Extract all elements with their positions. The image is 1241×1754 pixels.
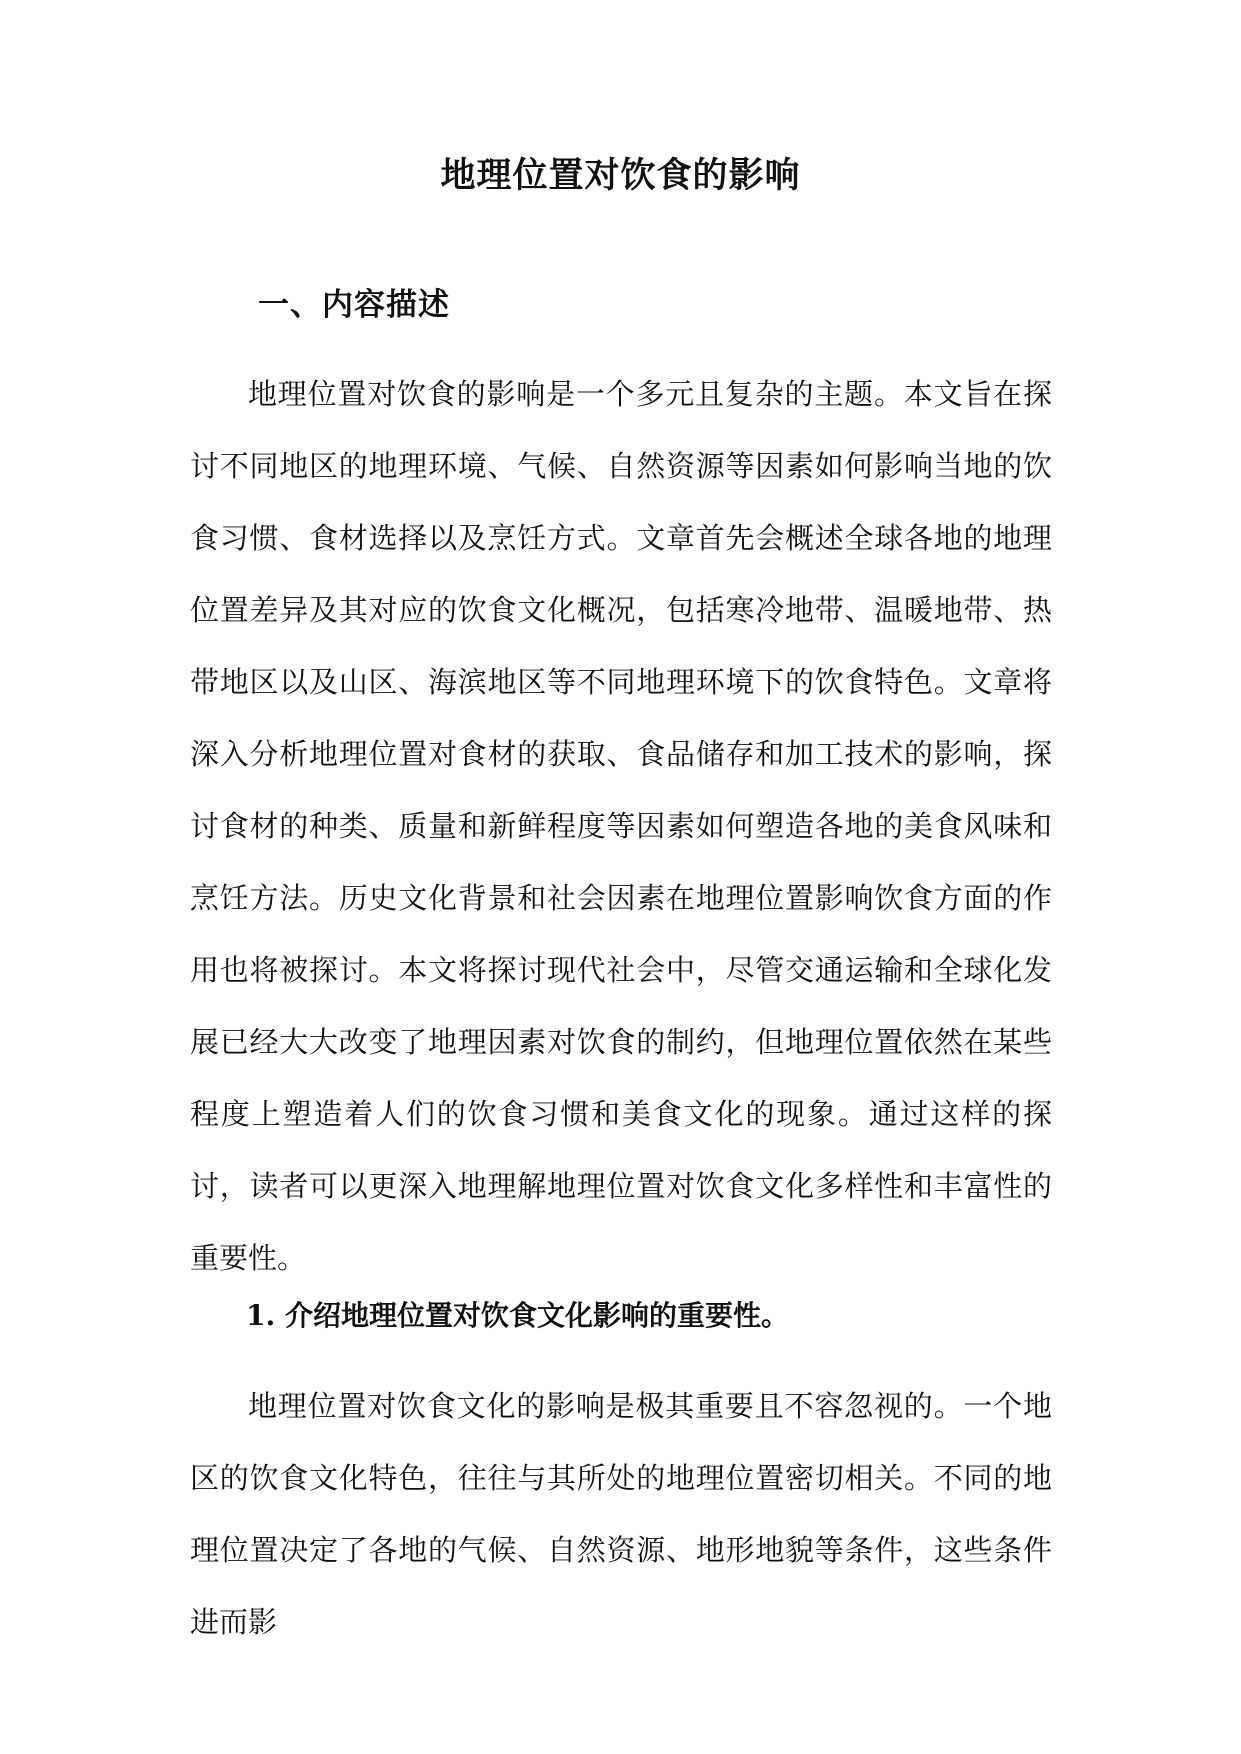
section-paragraph: 地理位置对饮食的影响是一个多元且复杂的主题。本文旨在探讨不同地区的地理环境、气候、自然资源等因素如何影响当地的饮食习惯、食材选择以及烹饪方式。文章首先会概述全球各地的地理位置差异及其对应的饮食文化概况，包括寒冷地带、温暖地带、热带地区以及山区、海滨地区等不同地理环境下的饮食特色。文章将深入分析地理位置对食材的获取、食品储存和加工技术的影响，探讨食材的种类、质量和新鲜程度等因素如何塑造各地的美食风味和烹饪方法。历史文化背景和社会因素在地理位置影响饮食方面的作用也将被探讨。本文将探讨现代社会中，尽管交通运输和全球化发展已经大大改变了地理因素对饮食的制约，但地理位置依然在某些程度上塑造着人们的饮食习惯和美食文化的现象。通过这样的探讨，读者可以更深入地理解地理位置对饮食文化多样性和丰富性的重要性。 bbox=[190, 377, 1052, 1275]
document-title: 地理位置对饮食的影响 bbox=[440, 155, 801, 196]
subsection-paragraph: 地理位置对饮食文化的影响是极其重要且不容忽视的。一个地区的饮食文化特色，往往与其所处的地理位置密切相关。不同的地理位置决定了各地的气候、自然资源、地形地貌等条件，这些条件进而影 bbox=[190, 1389, 1052, 1639]
subsection-heading: 1. 介绍地理位置对饮食文化影响的重要性。 bbox=[246, 1299, 789, 1332]
section-heading-content-description: 一、内容描述 bbox=[258, 287, 450, 323]
